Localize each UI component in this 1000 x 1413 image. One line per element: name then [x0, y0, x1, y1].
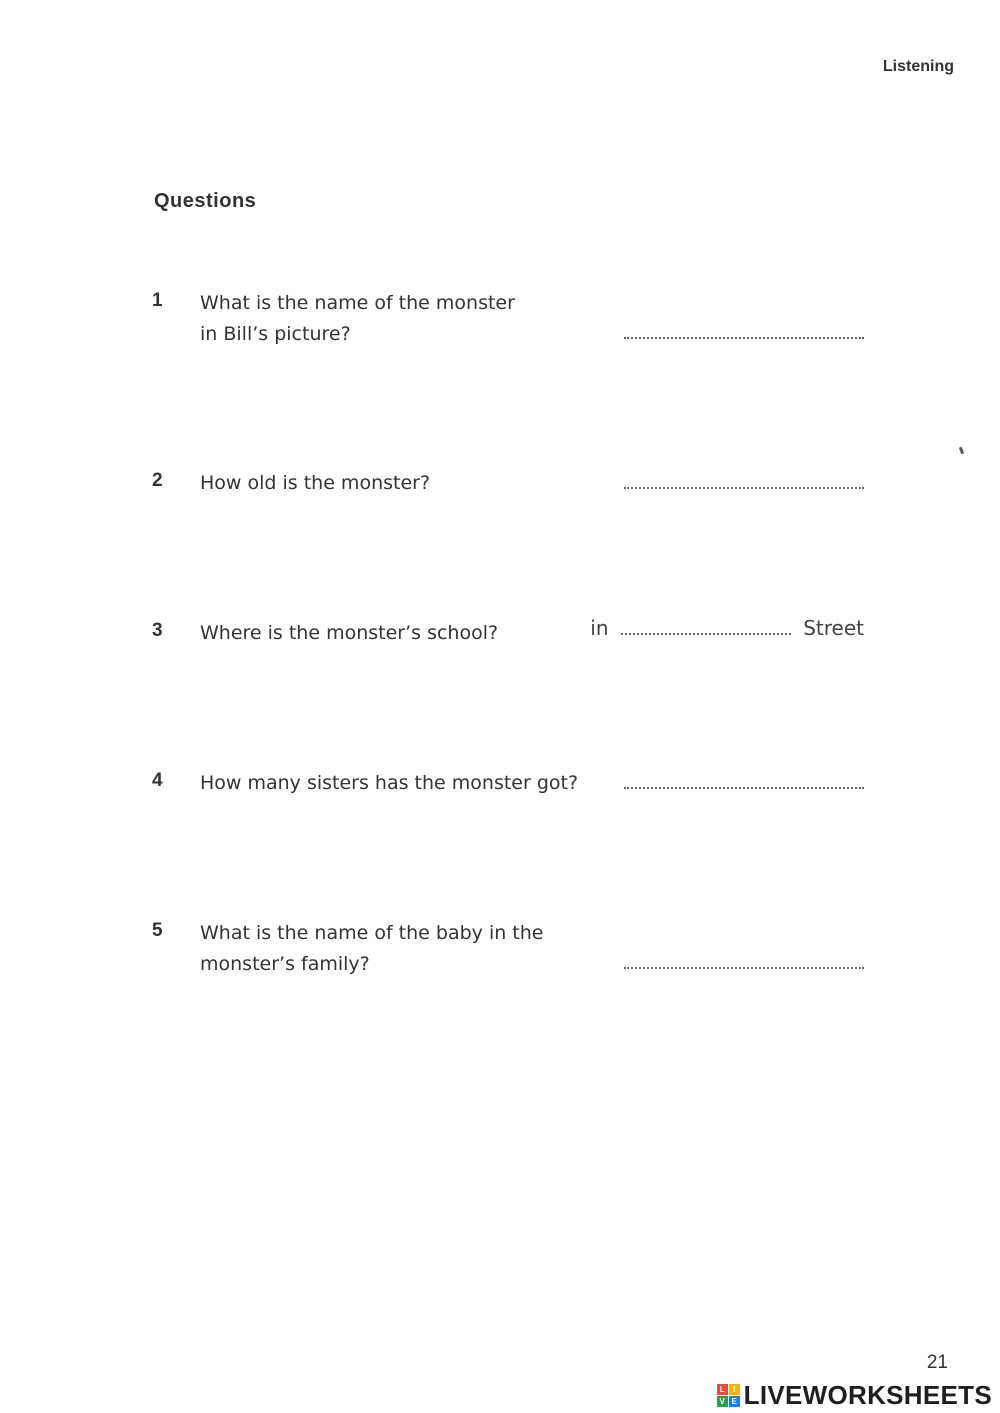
question-line: Where is the monster’s school? [200, 622, 499, 644]
answer-field-4[interactable] [624, 770, 864, 794]
answer-blank[interactable] [624, 785, 864, 789]
answer-blank[interactable] [624, 965, 864, 969]
answer-field-1[interactable] [624, 320, 864, 344]
question-line: How many sisters has the monster got? [200, 772, 579, 794]
question-line: in Bill’s picture? [200, 323, 351, 345]
answer-field-5[interactable] [624, 950, 864, 974]
question-number: 3 [152, 620, 163, 641]
question-text [200, 288, 580, 350]
question-number: 5 [152, 920, 163, 941]
answer-field-3[interactable] [590, 616, 864, 640]
question-text [200, 768, 620, 799]
question-number: 2 [152, 470, 163, 491]
scan-mark [959, 447, 964, 455]
answer-blank[interactable] [621, 631, 791, 635]
answer-suffix: Street [803, 616, 864, 640]
brand-footer[interactable] [717, 1380, 992, 1411]
question-text [200, 468, 580, 499]
brand-name: LIVEWORKSHEETS [743, 1380, 992, 1410]
question-line: What is the name of the monster [200, 292, 515, 314]
answer-field-2[interactable] [624, 470, 864, 494]
answer-blank[interactable] [624, 485, 864, 489]
question-number: 4 [152, 770, 163, 791]
question-number: 1 [152, 290, 163, 311]
answer-blank[interactable] [624, 335, 864, 339]
page-number: 21 [926, 1352, 948, 1373]
question-line: What is the name of the baby in the [200, 922, 544, 944]
liveworksheets-logo-icon: L I V E [717, 1384, 740, 1407]
answer-prefix: in [590, 616, 609, 640]
question-line: How old is the monster? [200, 472, 431, 494]
question-text [200, 618, 580, 649]
question-line: monster’s family? [200, 953, 370, 975]
section-label: Listening [882, 58, 954, 75]
page-title: Questions [154, 190, 257, 212]
question-text [200, 918, 580, 980]
